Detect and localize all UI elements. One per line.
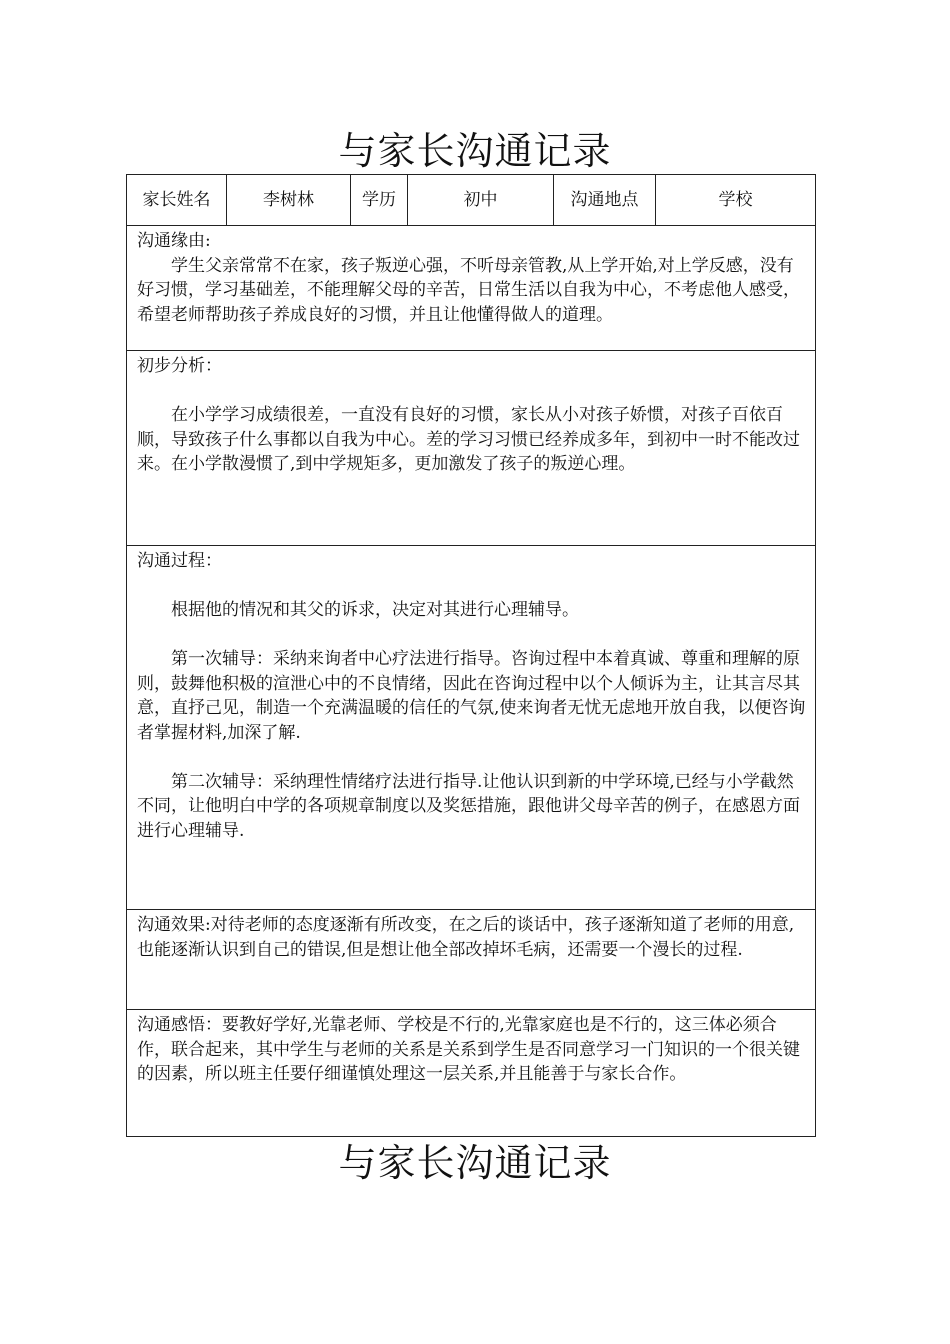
parent-name-value: 李树林 [227,175,351,225]
reason-label: 沟通缘由: [137,231,211,251]
analysis-section [127,351,815,546]
communication-record-table [126,174,816,1137]
effect-text: 沟通效果:对待老师的态度逐渐有所改变，在之后的谈话中，孩子逐渐知道了老师的用意,也能逐渐认识到自己的错误,但是想让他全部改掉坏毛病，还需要一个漫长的过程. [137,915,795,960]
process-first-session-text: 第一次辅导：采纳来询者中心疗法进行指导。咨询过程中本着真诚、尊重和理解的原则，鼓舞他积极的渲泄心中的不良情绪，因此在咨询过程中以个人倾诉为主，让其言尽其意，直抒己见，制造一个充满温暖的信任的气氛,使来询者无忧无虑地开放自我，以便咨询者掌握材料,加深了解. [137,649,806,743]
info-row [127,175,815,226]
process-section [127,546,815,910]
reflection-text: 沟通感悟：要教好学好,光靠老师、学校是不行的,光靠家庭也是不行的，这三体必须合作，联合起来，其中学生与老师的关系是关系到学生是否同意学习一门知识的一个很关键的因素，所以班主任要仔细谨慎处理这一层关系,并且能善于与家长合作。 [137,1015,800,1084]
page-title: 与家长沟通记录 [338,129,612,173]
parent-name-label: 家长姓名 [127,175,227,225]
process-second-session-text: 第二次辅导：采纳理性情绪疗法进行指导.让他认识到新的中学环境,已经与小学截然不同，让他明白中学的各项规章制度以及奖惩措施，跟他讲父母辛苦的例子，在感恩方面进行心理辅导. [137,771,800,841]
analysis-text: 在小学学习成绩很差，一直没有良好的习惯，家长从小对孩子娇惯，对孩子百依百顺，导致孩子什么事都以自我为中心。差的学习习惯已经养成多年，到初中一时不能改过来。在小学散漫惯了,到中学规矩多，更加激发了孩子的叛逆心理。 [137,405,800,474]
location-value: 学校 [718,190,753,210]
reason-text: 学生父亲常常不在家，孩子叛逆心强，不听母亲管教,从上学开始,对上学反感，没有好习惯，学习基础差，不能理解父母的辛苦，日常生活以自我为中心，不考虑他人感受，希望老师帮助孩子养成良好的习惯，并且让他懂得做人的道理。 [137,255,800,325]
effect-section [127,910,815,1010]
next-page-title: 与家长沟通记录 [338,1141,612,1185]
education-value: 初中 [408,175,554,225]
reason-section [127,226,815,351]
reflection-section [127,1010,815,1136]
education-label: 学历 [351,175,408,225]
process-intro-text: 根据他的情况和其父的诉求，决定对其进行心理辅导。 [171,600,579,620]
process-label: 沟通过程： [137,551,222,571]
analysis-label: 初步分析： [137,356,222,376]
location-label: 沟通地点 [554,175,656,225]
